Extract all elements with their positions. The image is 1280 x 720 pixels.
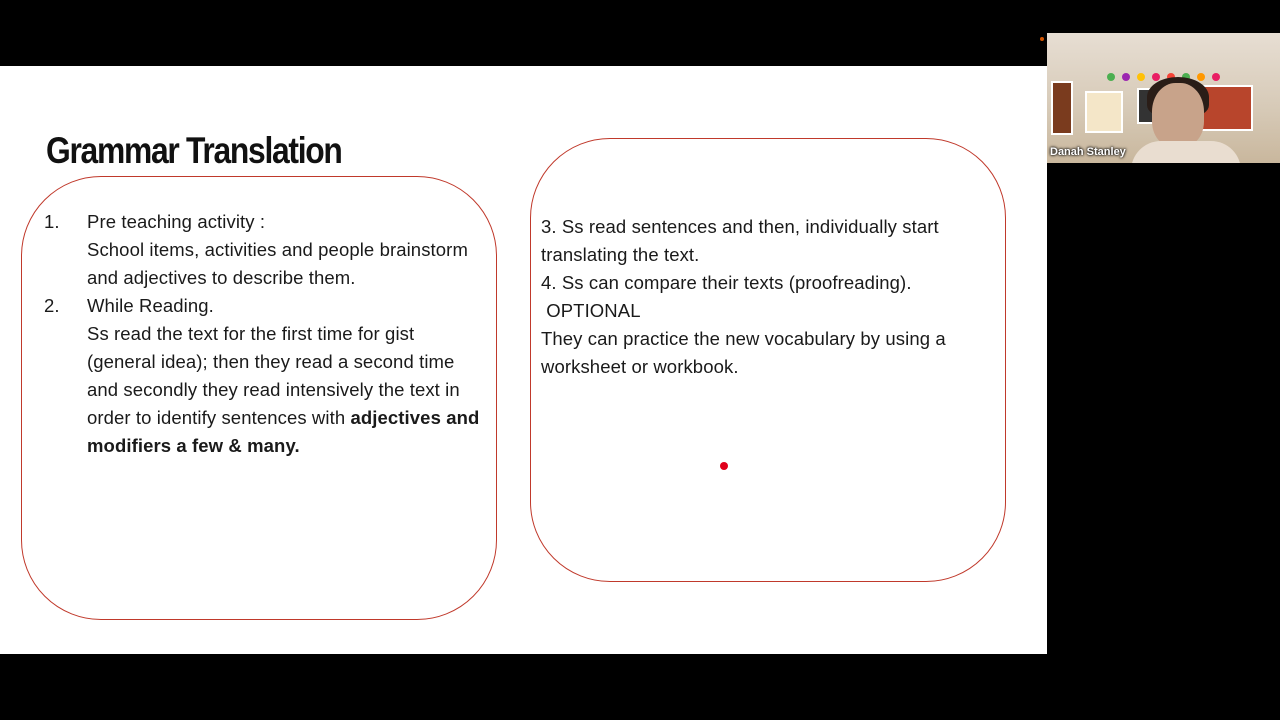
list-item-body: School items, activities and people brainstorm and adjectives to describe them. — [87, 239, 468, 288]
right-line: 4. Ss can compare their texts (proofreading). — [541, 272, 912, 293]
recording-indicator-icon — [1040, 37, 1044, 41]
list-item-bold-text: adjectives and modifiers a few & many. — [87, 407, 480, 456]
wall-picture — [1051, 81, 1073, 135]
right-line: translating the text. — [541, 244, 700, 265]
right-text — [541, 213, 991, 381]
laser-pointer-dot — [720, 462, 728, 470]
right-line: They can practice the new vocabulary by using a — [541, 328, 946, 349]
wall-picture — [1085, 91, 1123, 133]
left-list — [44, 208, 484, 460]
list-number: 1. — [44, 211, 60, 232]
participant-video-tile[interactable] — [1047, 33, 1280, 163]
right-line: worksheet or workbook. — [541, 356, 739, 377]
list-item-heading: Pre teaching activity : — [87, 211, 266, 232]
presentation-slide — [0, 66, 1047, 654]
list-number: 2. — [44, 295, 60, 316]
participant-face — [1152, 83, 1204, 147]
list-item — [44, 208, 484, 292]
list-item-body: Ss read the text for the first time for gist (general idea); then they read a second time and secondly they read intensively the text in order to identify sentences with — [87, 323, 460, 428]
list-item — [44, 292, 484, 460]
right-line: 3. Ss read sentences and then, individually start — [541, 216, 939, 237]
participant-name: Danah Stanley — [1050, 146, 1126, 158]
slide-title: Grammar Translation — [46, 130, 342, 171]
participant-body — [1131, 141, 1241, 163]
right-line: OPTIONAL — [541, 300, 641, 321]
list-item-heading: While Reading. — [87, 295, 214, 316]
